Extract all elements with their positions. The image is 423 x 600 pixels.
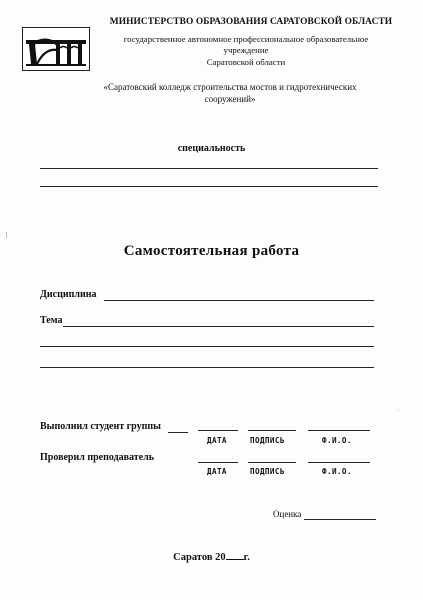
college-name-line2: сооружений» (204, 94, 256, 104)
college-name-line1: «Саратовский колледж строительства мостов и гидротехнических (103, 82, 357, 92)
performed-date-caption: ДАТА (207, 436, 227, 445)
specialty-line-1[interactable] (40, 168, 378, 169)
bridge-icon (23, 28, 89, 70)
checked-signature-line[interactable] (248, 462, 296, 463)
discipline-label: Дисциплина (40, 289, 97, 300)
checked-name-line[interactable] (308, 462, 370, 463)
document-title: Самостоятельная работа (123, 243, 300, 259)
city-year (0, 550, 423, 563)
scan-speck (398, 410, 399, 411)
group-line[interactable] (168, 432, 188, 433)
institution-type (96, 34, 396, 56)
institution-type-line2: учреждение (223, 45, 269, 55)
city-prefix: Саратов 20 (173, 552, 226, 563)
college-name (60, 81, 400, 105)
checked-signature-caption: ПОДПИСЬ (250, 467, 285, 476)
checked-date-caption: ДАТА (207, 467, 227, 476)
discipline-line[interactable] (104, 300, 374, 301)
performed-name-line[interactable] (308, 430, 370, 431)
scan-speck (6, 232, 7, 238)
performed-signature-caption: ПОДПИСЬ (250, 436, 285, 445)
performed-label: Выполнил студент группы (40, 421, 161, 432)
performed-date-line[interactable] (198, 430, 238, 431)
topic-line-1[interactable] (63, 326, 374, 327)
grade-line[interactable] (304, 519, 376, 520)
topic-line-2[interactable] (40, 346, 374, 347)
specialty-line-2[interactable] (40, 186, 378, 187)
college-logo (22, 27, 90, 71)
year-blank-line[interactable] (226, 550, 244, 560)
region-name: Саратовской области (206, 57, 286, 67)
year-suffix: г. (243, 552, 250, 563)
ministry-name: МИНИСТЕРСТВО ОБРАЗОВАНИЯ САРАТОВСКОЙ ОБЛАСТИ (109, 17, 393, 27)
institution-type-line1: государственное автономное профессиональное образовательное (123, 34, 369, 44)
performed-signature-line[interactable] (248, 430, 296, 431)
topic-line-3[interactable] (40, 367, 374, 368)
checked-name-caption: Ф.И.О. (322, 467, 352, 476)
specialty-label: специальность (177, 143, 246, 154)
topic-label: Тема (40, 315, 63, 326)
checked-date-line[interactable] (198, 462, 238, 463)
checked-label: Проверил преподаватель (40, 452, 155, 463)
grade-label: Оценка (273, 509, 302, 519)
performed-name-caption: Ф.И.О. (322, 436, 352, 445)
